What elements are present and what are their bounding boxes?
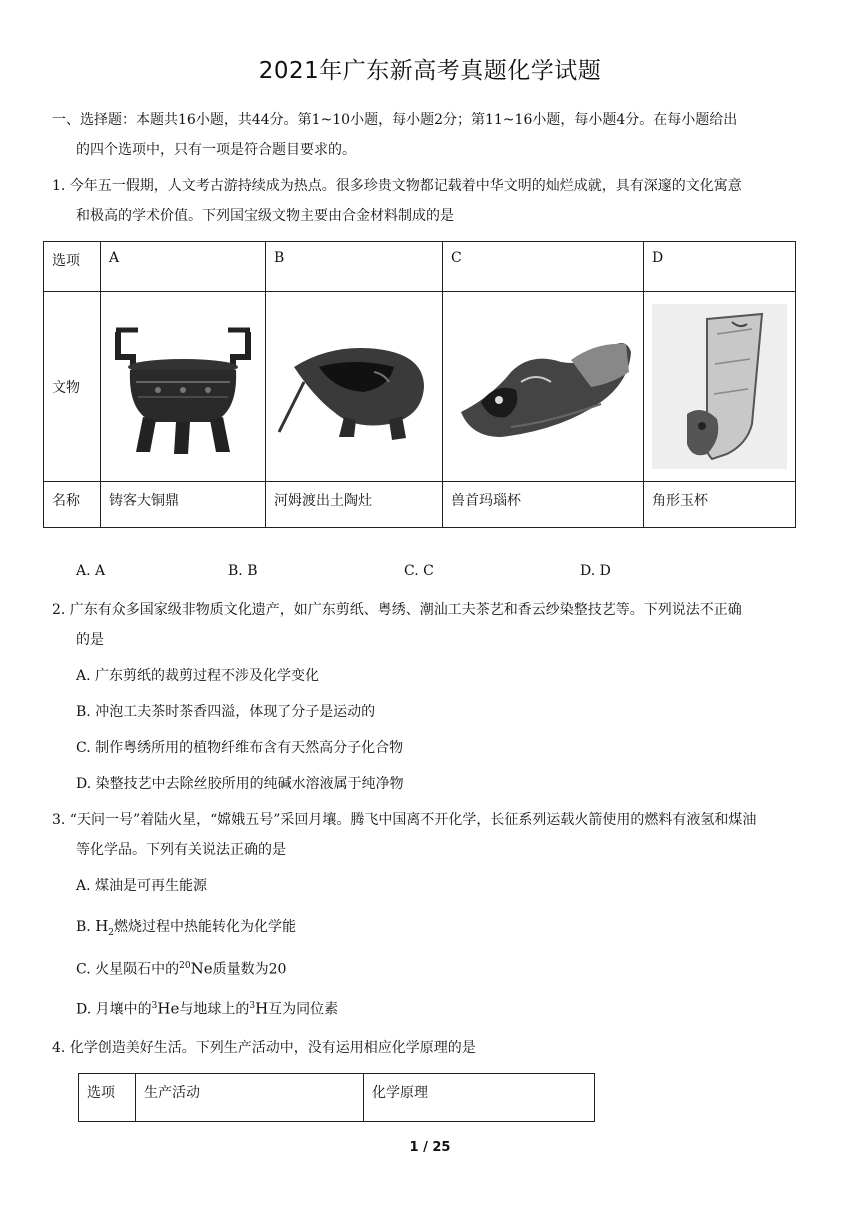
- q1-table-col-b: B: [266, 242, 443, 292]
- page-number: 1 / 25: [409, 1140, 451, 1155]
- q1-table-col-d: D: [644, 242, 796, 292]
- q1-stem-line1: 1. 今年五一假期，人文考古游持续成为热点。很多珍贵文物都记载着中华文明的灿烂成就，具有深邃的文化寓意: [52, 178, 742, 194]
- q1-table-col-a: A: [101, 242, 266, 292]
- q4-header-option: 选项: [79, 1074, 136, 1122]
- q1-name-d: 角形玉杯: [644, 482, 796, 528]
- q4-header-principle: 化学原理: [364, 1074, 595, 1122]
- q1-table-header-option: 选项: [44, 242, 101, 292]
- q1-name-c: 兽首玛瑙杯: [443, 482, 644, 528]
- hydrogen-subscript: 2: [108, 928, 115, 938]
- q2-option-a: A. 广东剪纸的裁剪过程不涉及化学变化: [76, 668, 320, 684]
- q1-option-c: C. C: [404, 563, 434, 579]
- q2-stem-line1: 2. 广东有众多国家级非物质文化遗产，如广东剪纸、粤绣、潮汕工夫茶艺和香云纱染整技艺等。下列说法不正确: [52, 602, 742, 618]
- q3-option-a: A. 煤油是可再生能源: [76, 878, 208, 894]
- hydrogen-formula: [95, 917, 115, 938]
- q3-option-b: [76, 912, 836, 947]
- q1-option-d: D. D: [580, 563, 611, 579]
- q3-option-d-text: D. 月壤中的: [76, 1001, 152, 1018]
- q1-option-b: B. B: [228, 563, 258, 579]
- helium-mass-number: 3: [151, 1001, 158, 1011]
- q1-name-b: 河姆渡出土陶灶: [266, 482, 443, 528]
- q4-table: [78, 1073, 595, 1122]
- q3-option-b-label: B.: [76, 919, 91, 935]
- q4-stem: 4. 化学创造美好生活。下列生产活动中，没有运用相应化学原理的是: [52, 1040, 476, 1056]
- hydrogen-symbol: H: [95, 917, 109, 935]
- q1-name-a: 铸客大铜鼎: [101, 482, 266, 528]
- q3-option-d: [76, 992, 836, 1024]
- q1-stem-line2: 和极高的学术价值。下列国宝级文物主要由合金材料制成的是: [76, 208, 454, 224]
- q3-option-b-text: 燃烧过程中热能转化为化学能: [114, 919, 297, 935]
- q3-option-c: [76, 952, 836, 984]
- q1-table-header-artifact: 文物: [44, 292, 101, 482]
- artifact-a-cell: [101, 292, 266, 482]
- hydrogen-isotope-symbol: H: [255, 999, 269, 1018]
- q3-stem-line1: 3. “天问一号”着陆火星，“嫦娥五号”采回月壤。腾飞中国离不开化学，长征系列运载火箭使用的燃料有液氢和煤油: [52, 812, 757, 828]
- neon-mass-number: 20: [179, 961, 191, 971]
- q1-table: [43, 241, 796, 528]
- q3-stem-line2: 等化学品。下列有关说法正确的是: [76, 842, 286, 858]
- q3-option-d-tail: 互为同位素: [268, 1001, 339, 1018]
- artifact-c-cell: [443, 292, 644, 482]
- artifact-d-cell: [644, 292, 796, 482]
- q1-table-col-c: C: [443, 242, 644, 292]
- q4-header-activity: 生产活动: [136, 1074, 364, 1122]
- q3-option-d-mid: 与地球上的: [179, 1001, 250, 1018]
- artifact-b-cell: [266, 292, 443, 482]
- q3-option-c-tail: 质量数为20: [212, 961, 287, 978]
- pottery-stove-image: [274, 312, 434, 462]
- neon-symbol: Ne: [190, 959, 213, 978]
- q2-option-b: B. 冲泡工夫茶时茶香四溢，体现了分子是运动的: [76, 704, 376, 720]
- section-intro-line2: 的四个选项中，只有一项是符合题目要求的。: [76, 142, 356, 158]
- q2-option-d: D. 染整技艺中去除丝胶所用的纯碱水溶液属于纯净物: [76, 776, 404, 792]
- hydrogen-mass-number: 3: [249, 1001, 256, 1011]
- q2-stem-line2: 的是: [76, 632, 104, 648]
- q1-table-header-name: 名称: [44, 482, 101, 528]
- agate-cup-image: [451, 312, 636, 462]
- q1-option-a: A. A: [76, 563, 106, 579]
- q2-option-c: C. 制作粤绣所用的植物纤维布含有天然高分子化合物: [76, 740, 404, 756]
- helium-symbol: He: [157, 999, 180, 1018]
- section-intro-line1: 一、选择题：本题共16小题，共44分。第1~10小题，每小题2分；第11~16小题，每小题4分。在每小题给出: [52, 112, 738, 128]
- jade-horn-cup-image: [652, 304, 787, 469]
- q3-option-c-text: C. 火星陨石中的: [76, 961, 180, 978]
- page-title: 2021年广东新高考真题化学试题: [258, 58, 602, 84]
- bronze-ding-image: [108, 312, 258, 462]
